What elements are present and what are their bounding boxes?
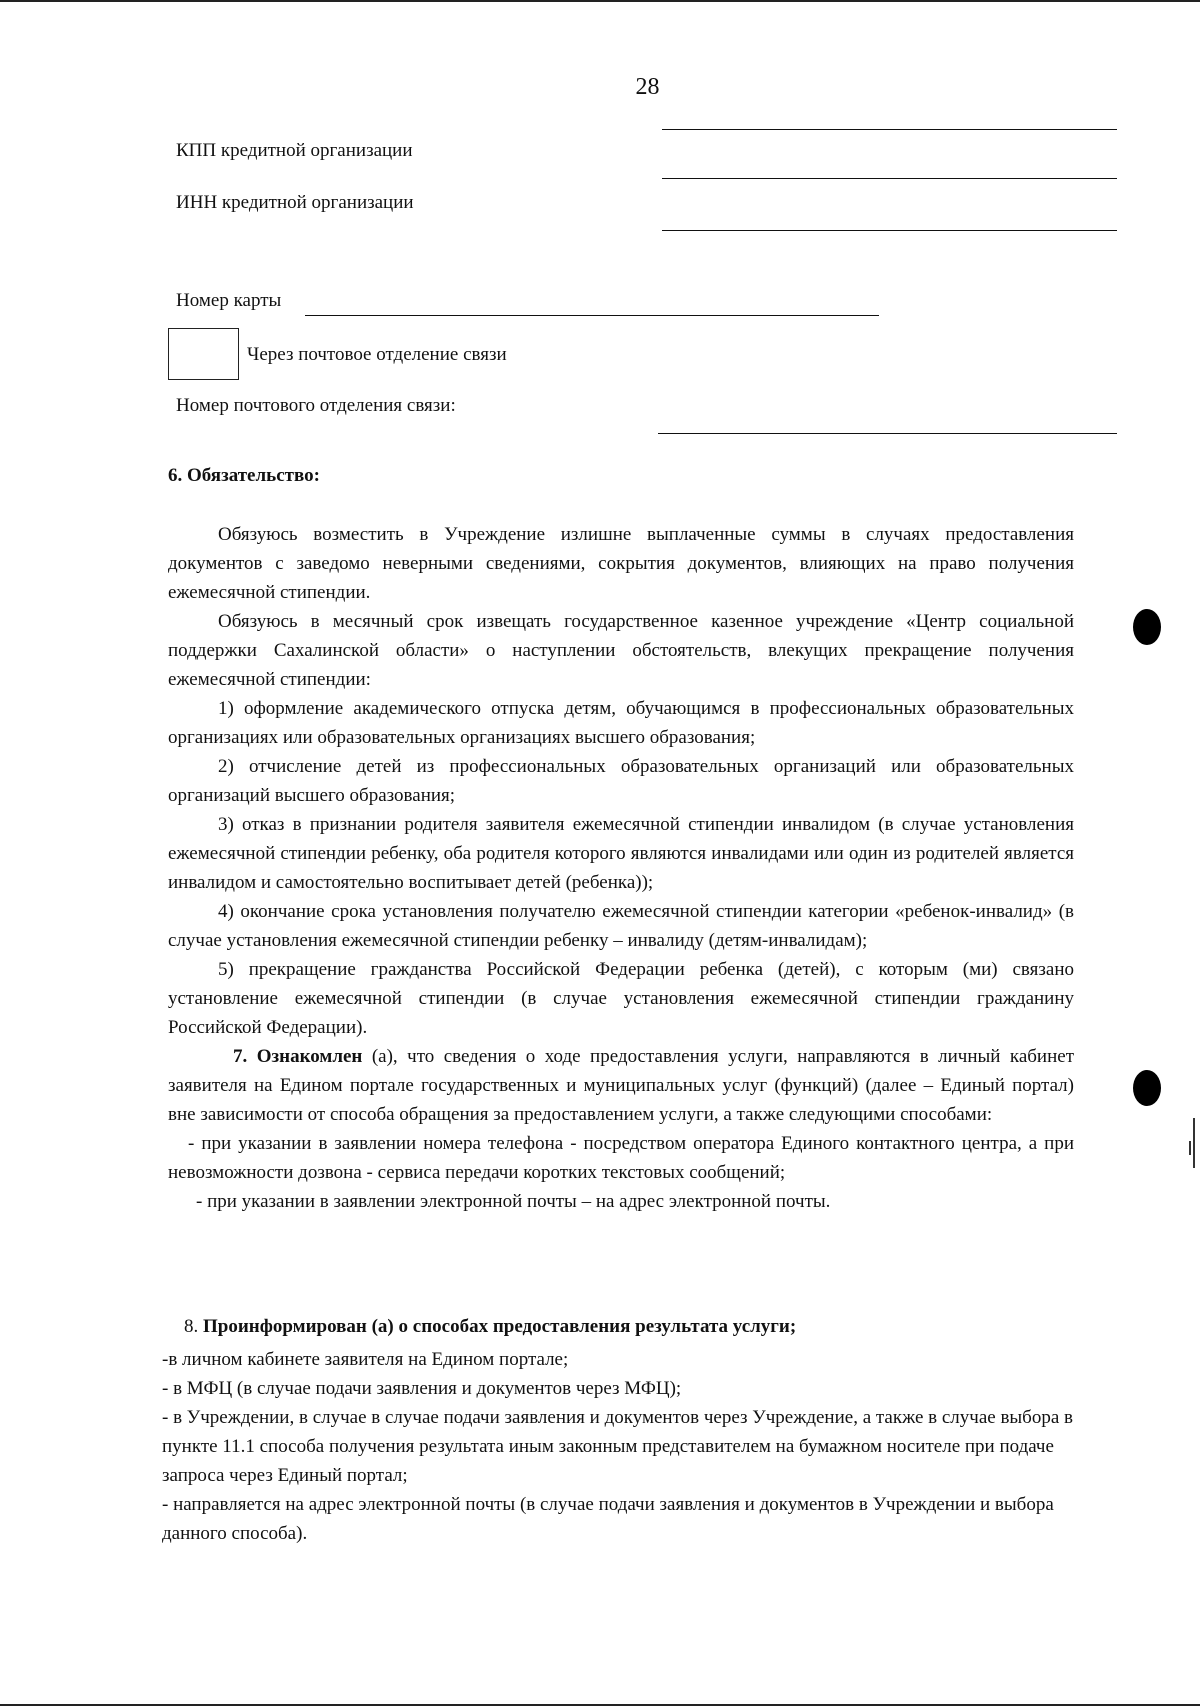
postal-option-label: Через почтовое отделение связи: [247, 344, 507, 365]
section7-heading: 7. Ознакомлен: [233, 1046, 363, 1067]
page-number: 28: [635, 74, 660, 100]
section8-heading-row: [184, 1316, 796, 1338]
section6-paragraph-1: Обязуюсь возместить в Учреждение излишне выплаченные суммы в случаях предоставления документов с заведомо неверными сведениями, сокрытия документов, влияющих на право получения ежемесячной стипендии.: [168, 524, 1074, 603]
kpp-label: КПП кредитной организации: [176, 140, 413, 161]
section8-number: 8.: [184, 1316, 203, 1337]
section8-line-4: - направляется на адрес электронной почты (в случае подачи заявления и документов в Учреждении и выбора данного способа).: [162, 1494, 1054, 1544]
section6-item-2: 2) отчисление детей из профессиональных образовательных организаций или образовательных организаций высшего образования;: [168, 756, 1074, 806]
card-number-field-line[interactable]: [305, 315, 879, 316]
card-number-label: Номер карты: [176, 290, 282, 311]
punch-hole-bottom: [1133, 1070, 1161, 1106]
postal-number-label: Номер почтового отделения связи:: [176, 395, 456, 416]
section8-list: [162, 1345, 1082, 1548]
section6-item-5: 5) прекращение гражданства Российской Федерации ребенка (детей), с которым (ми) связано установление ежемесячной стипендии (в случае установления ежемесячной стипендии гражданину Российской Федерации).: [168, 959, 1074, 1038]
section6-item-3: 3) отказ в признании родителя заявителя ежемесячной стипендии инвалидом (в случае установления ежемесячной стипендии ребенку, оба родителя которого являются инвалидами или один из родителей является инвалидом и самостоятельно воспитывает детей (ребенка));: [168, 814, 1074, 893]
section6-item-1: 1) оформление академического отпуска детям, обучающимся в профессиональных образовательных организациях или образовательных организациях высшего образования;: [168, 698, 1074, 748]
scan-mark: [1193, 1118, 1195, 1168]
section8-heading: Проинформирован (а) о способах предоставления результата услуги;: [203, 1316, 797, 1337]
scan-bottom-edge: [0, 1704, 1200, 1706]
section6-paragraph-2: Обязуюсь в месячный срок извещать государственное казенное учреждение «Центр социальной поддержки Сахалинской области» о наступлении обстоятельств, влекущих прекращение получения ежемесячной стипендии:: [168, 611, 1074, 690]
section7-text: (а), что сведения о ходе предоставления услуги, направляются в личный кабинет заявителя на Едином портале государственных и муниципальных услуг (функций) (далее – Единый портал) вне зависимости от способа обращения за предоставлением услуги, а также следующими способами:: [168, 1046, 1074, 1125]
section6-heading: 6. Обязательство:: [168, 465, 320, 486]
section8-line-1: -в личном кабинете заявителя на Едином портале;: [162, 1349, 569, 1370]
section7-bullet-2: - при указании в заявлении электронной почты – на адрес электронной почты.: [196, 1191, 831, 1212]
scan-top-edge: [0, 0, 1200, 2]
punch-hole-top: [1133, 609, 1161, 645]
section6-item-4: 4) окончание срока установления получателю ежемесячной стипендии категории «ребенок-инвалид» (в случае установления ежемесячной стипендии ребенку – инвалиду (детям-инвалидам);: [168, 901, 1074, 951]
kpp-top-rule: [662, 129, 1117, 130]
inn-label: ИНН кредитной организации: [176, 192, 414, 213]
section8-line-3: - в Учреждении, в случае в случае подачи заявления и документов через Учреждение, а также в случае выбора в пункте 11.1 способа получения результата иным законным представителем на бумажном носителе при подаче запроса через Единый портал;: [162, 1407, 1074, 1486]
section7-paragraph: [168, 1042, 1074, 1129]
kpp-field-line[interactable]: [662, 178, 1117, 179]
section7-bullet-1: - при указании в заявлении номера телефона - посредством оператора Единого контактного центра, а при невозможности дозвона - сервиса передачи коротких текстовых сообщений;: [168, 1133, 1074, 1183]
inn-field-line[interactable]: [662, 230, 1117, 231]
postal-number-field-line[interactable]: [658, 433, 1117, 434]
scan-mark-small: [1189, 1141, 1191, 1155]
section6-body: [168, 520, 1074, 1216]
section8-line-2: - в МФЦ (в случае подачи заявления и документов через МФЦ);: [162, 1378, 682, 1399]
postal-option-checkbox[interactable]: [168, 328, 239, 380]
